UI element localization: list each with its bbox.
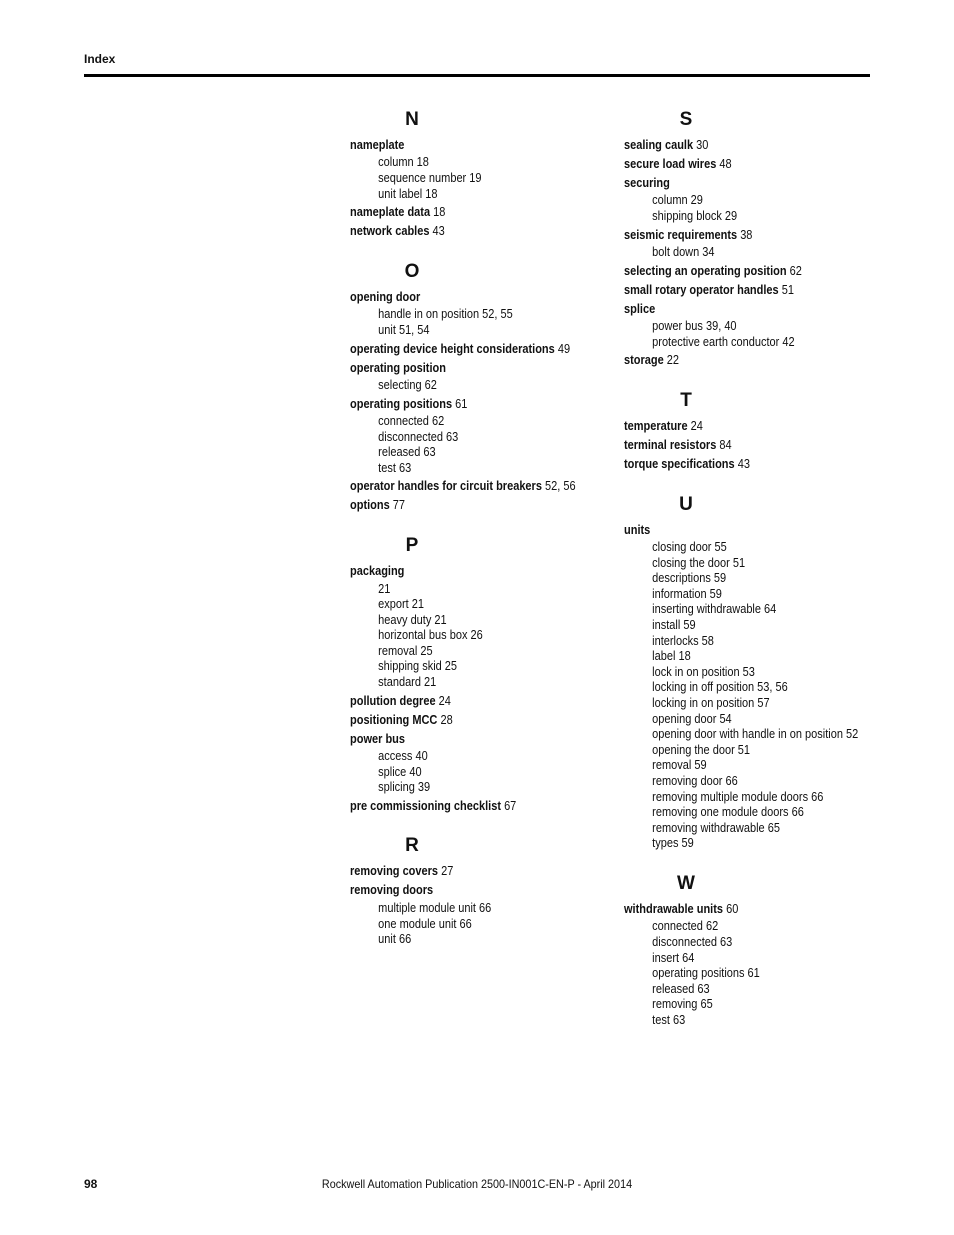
index-subentry: one module unit 66 [378,916,472,931]
index-subentry: export 21 [378,597,425,612]
index-entry [350,883,579,899]
index-subentry: descriptions 59 [652,571,727,586]
index-subentry: install 59 [652,617,696,632]
section-letter: W [677,872,695,894]
index-term: operating positions [350,396,453,411]
index-subentry: unit label 18 [378,186,438,201]
index-pages: 61 [455,396,468,411]
index-term: pre commissioning checklist [350,798,502,813]
index-entry [624,523,853,539]
index-subentry: shipping skid 25 [378,659,458,674]
index-term: network cables [350,224,430,239]
index-subentry: connected 62 [378,414,445,429]
index-subentry: test 63 [652,1012,686,1027]
index-entry [624,419,853,435]
index-section-p [350,534,610,814]
index-column-left [350,108,610,968]
index-pages: 30 [696,138,709,152]
index-subentry: protective earth conductor 42 [652,334,795,349]
section-letter: O [404,260,420,282]
index-pages: 67 [504,798,517,813]
index-pages: 43 [432,224,445,239]
index-subentry: test 63 [378,460,412,475]
index-entry [350,397,579,413]
index-term: operating position [350,360,446,375]
index-subentry: label 18 [652,649,691,664]
index-term: opening door [350,289,421,304]
index-entry [350,799,579,815]
index-subentry: types 59 [652,836,694,851]
index-entry [624,264,853,280]
index-pages: 22 [666,353,680,368]
index-pages: 60 [726,901,739,916]
index-term: units [624,522,651,537]
index-pages: 38 [740,227,753,242]
publication-footer: Rockwell Automation Publication 2500-IN001C-EN-P - April 2014 [321,1177,633,1191]
index-subentry: selecting 62 [378,377,437,392]
index-pages: 52, 56 [545,479,576,494]
index-subentry: opening door 54 [652,711,732,726]
index-subentry: removing multiple module doors 66 [652,789,824,804]
index-pages: 49 [557,341,571,356]
index-subentry: interlocks 58 [652,633,714,648]
index-subentry: 21 [378,581,391,596]
index-subentry: inserting withdrawable 64 [652,602,777,617]
index-term: pollution degree [350,693,436,708]
index-subentry: released 63 [378,445,436,460]
index-entry [350,205,579,221]
index-term: selecting an operating position [624,263,787,278]
running-header: Index [84,52,116,66]
section-letter: N [405,109,419,130]
index-entry [350,479,579,495]
index-term: terminal resistors [624,437,717,452]
index-subentry: opening the door 51 [652,742,751,757]
header-rule [84,74,870,77]
index-entry [350,564,579,580]
index-entry [624,138,853,154]
index-subentry: handle in on position 52, 55 [378,307,513,322]
index-entry [624,902,853,918]
index-subentry: released 63 [652,981,710,996]
index-subentry: unit 66 [378,932,412,947]
index-pages: 24 [438,693,451,708]
page-number: 98 [84,1177,98,1191]
index-pages: 27 [441,864,454,879]
index-term: small rotary operator handles [624,282,779,297]
index-subentry: locking in off position 53, 56 [652,680,788,695]
index-term: torque specifications [624,456,735,471]
section-letter: T [680,389,692,411]
section-letter: R [405,835,419,857]
index-subentry: locking in on position 57 [652,695,770,710]
index-term: splice [624,301,656,316]
index-term: seismic requirements [624,227,738,242]
section-letter: S [679,109,693,130]
index-section-t [624,389,884,473]
index-section-o [350,260,610,514]
index-subentry: lock in on position 53 [652,664,755,679]
index-entry [624,157,853,173]
index-subentry: opening door with handle in on position 52 [652,727,859,742]
index-section-n [350,108,610,240]
index-subentry: sequence number 19 [378,171,482,186]
index-subentry: splicing 39 [378,780,431,795]
index-term: nameplate [350,138,405,152]
index-entry [624,353,853,369]
index-subentry: shipping block 29 [652,209,738,224]
index-section-s [624,108,884,369]
index-entry [624,438,853,454]
index-pages: 43 [737,456,750,471]
index-term: positioning MCC [350,712,438,727]
index-pages: 24 [690,418,703,433]
index-entry [350,342,579,358]
index-subentry: connected 62 [652,919,719,934]
index-subentry: disconnected 63 [378,429,459,444]
index-term: operating device height considerations [350,341,555,356]
index-term: power bus [350,731,406,746]
index-entry [350,138,579,154]
index-entry [350,290,579,306]
index-subentry: heavy duty 21 [378,612,447,627]
index-subentry: bolt down 34 [652,245,715,260]
index-section-w [624,872,884,1029]
index-subentry: closing door 55 [652,540,727,554]
index-entry [624,176,853,192]
index-entry [624,283,853,299]
index-term: secure load wires [624,156,717,171]
index-entry [350,713,579,729]
index-term: temperature [624,418,688,433]
index-term: storage [624,353,664,368]
index-section-u [624,493,884,852]
index-subentry: removing one module doors 66 [652,805,804,820]
index-subentry: insert 64 [652,950,695,965]
index-subentry: operating positions 61 [652,966,760,981]
index-term: packaging [350,564,405,579]
index-term: sealing caulk [624,138,694,152]
index-subentry: disconnected 63 [652,934,733,949]
section-letter: U [679,493,693,515]
index-term: securing [624,175,670,190]
index-term: removing doors [350,883,434,898]
index-subentry: column 18 [378,155,429,170]
index-subentry: horizontal bus box 26 [378,628,483,643]
index-term: operator handles for circuit breakers [350,479,542,494]
index-pages: 62 [789,263,802,278]
index-entry [350,361,579,377]
index-pages: 28 [440,712,453,727]
index-entry [350,224,579,240]
index-entry [624,228,853,244]
index-subentry: power bus 39, 40 [652,319,737,334]
index-subentry: column 29 [652,193,703,208]
index-subentry: multiple module unit 66 [378,900,492,915]
index-subentry: removing door 66 [652,773,738,788]
index-subentry: removal 59 [652,758,707,773]
index-pages: 77 [392,498,406,513]
index-pages: 18 [433,205,446,220]
index-subentry: closing the door 51 [652,555,746,570]
index-term: nameplate data [350,205,431,220]
index-pages: 51 [781,282,794,297]
index-column-right [624,108,884,1049]
index-subentry: removal 25 [378,643,433,658]
index-pages: 84 [719,437,732,452]
index-subentry: removing 65 [652,997,713,1012]
section-letter: P [405,535,419,557]
index-subentry: splice 40 [378,764,422,779]
index-subentry: standard 21 [378,675,437,690]
index-entry [624,457,853,473]
index-subentry: access 40 [378,749,428,764]
index-term: withdrawable units [624,901,724,916]
index-entry [350,498,579,514]
index-entry [350,694,579,710]
index-term: options [350,498,390,513]
index-subentry: unit 51, 54 [378,322,430,337]
index-entry [624,302,853,318]
index-entry [350,732,579,748]
index-section-r [350,834,610,947]
index-pages: 48 [719,156,732,171]
index-subentry: information 59 [652,586,722,601]
index-term: removing covers [350,864,439,879]
index-subentry: removing withdrawable 65 [652,820,780,835]
index-entry [350,864,579,880]
